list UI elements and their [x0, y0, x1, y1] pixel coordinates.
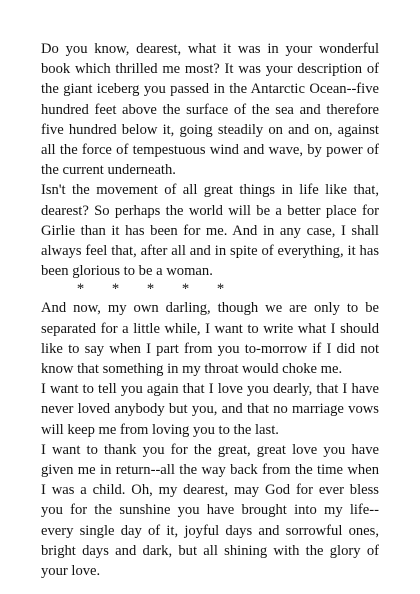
separator-star: *: [146, 281, 155, 298]
paragraph-thanks: I want to thank you for the great, great love you have given me in return--all the way back from the time when I was a child. Oh, my dearest, may God for ever bless you for the sunshine you have brought into my life--every single day of it, joyful days and sorrowful ones, bright days and dark, but all shining with the glory of your love.: [41, 441, 379, 580]
book-page: [41, 39, 379, 581]
separator-star: *: [76, 281, 85, 298]
section-separator: [41, 281, 379, 298]
separator-star: *: [111, 281, 120, 298]
paragraph-iceberg: Do you know, dearest, what it was in your wonderful book which thrilled me most? It was your description of the giant iceberg you passed in the Antarctic Ocean--five hundred feet above the surface of the sea and therefore five hundred below it, going steadily on and on, against all the force of tempestuous wind and wave, by power of the current underneath.: [41, 41, 379, 179]
paragraph-parting: And now, my own darling, though we are only to be separated for a little while, I want to write what I should like to say when I part from you to-morrow if I did not know that something in my throat would choke me.: [41, 300, 379, 378]
separator-star: *: [216, 281, 225, 298]
paragraph-love: I want to tell you again that I love you dearly, that I have never loved anybody but you, and that no marriage vows will keep me from loving you to the last.: [41, 381, 379, 438]
paragraph-great-things: Isn't the movement of all great things in life like that, dearest? So perhaps the world will be a better place for Girlie than it has been for me. And in any case, I shall always feel that, after all and in spite of everything, it has been glorious to be a woman.: [41, 182, 379, 280]
separator-star: *: [181, 281, 190, 298]
